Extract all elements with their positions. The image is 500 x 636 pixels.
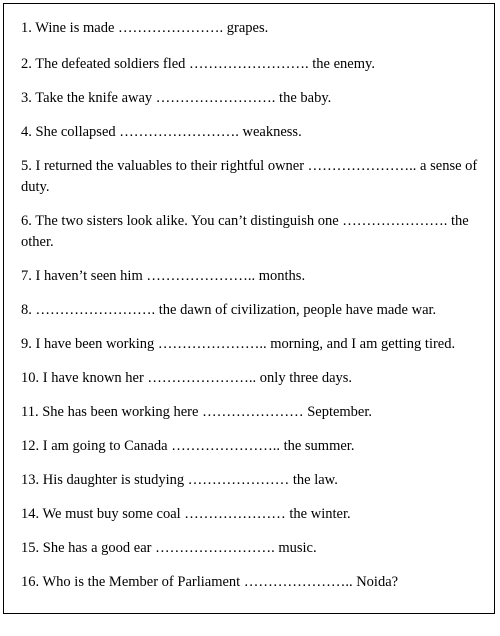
exercise-item-11: 11. She has been working here ………………… September. [21, 404, 373, 420]
exercise-item-8: 8. ……………………. the dawn of civilization, people have made war. [21, 302, 437, 318]
exercise-item-15: 15. She has a good ear ……………………. music. [21, 540, 317, 556]
exercise-box [3, 3, 495, 614]
exercise-item-2: 2. The defeated soldiers fled ……………………. the enemy. [21, 56, 375, 72]
exercise-item-1: 1. Wine is made …………………. grapes. [21, 20, 269, 36]
exercise-item-6: 6. The two sisters look alike. You can’t distinguish one …………………. the other. [21, 213, 469, 250]
exercise-item-14: 14. We must buy some coal ………………… the winter. [21, 506, 351, 522]
exercise-item-5: 5. I returned the valuables to their rightful owner ………………….. a sense of duty. [21, 158, 478, 195]
exercise-item-13: 13. His daughter is studying ………………… the law. [21, 472, 338, 488]
exercise-item-16: 16. Who is the Member of Parliament ………………….. Noida? [21, 574, 399, 590]
exercise-item-7: 7. I haven’t seen him ………………….. months. [21, 268, 306, 284]
exercise-item-9: 9. I have been working ………………….. morning, and I am getting tired. [21, 336, 456, 352]
exercise-item-3: 3. Take the knife away ……………………. the baby. [21, 90, 332, 106]
exercise-item-12: 12. I am going to Canada ………………….. the summer. [21, 438, 355, 454]
exercise-item-4: 4. She collapsed ……………………. weakness. [21, 124, 302, 140]
exercise-item-10: 10. I have known her ………………….. only three days. [21, 370, 353, 386]
